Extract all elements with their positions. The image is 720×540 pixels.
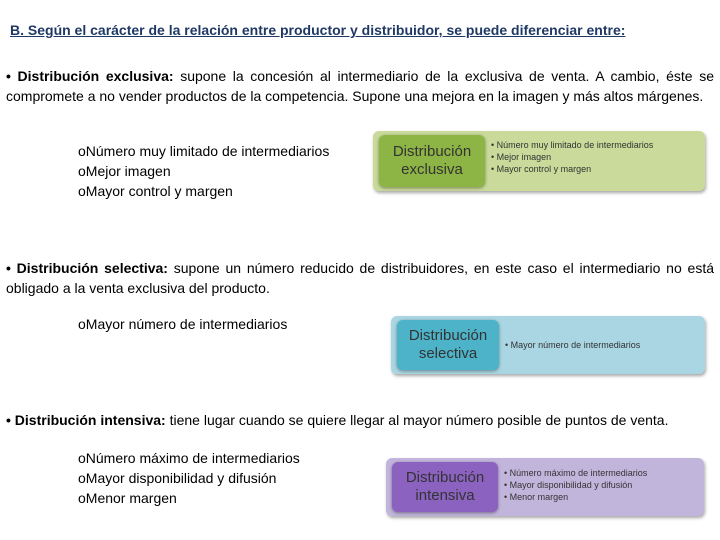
list-item: • Número máximo de intermediarios (504, 467, 647, 479)
term-selectiva: • Distribución selectiva: (6, 260, 168, 276)
list-item: oMenor margen (78, 490, 177, 506)
list-item: oMejor imagen (78, 163, 171, 179)
term-exclusiva: • Distribución exclusiva: (6, 68, 174, 84)
diagram-items-selectiva (505, 339, 640, 351)
list-item: • Mayor número de intermediarios (505, 339, 640, 351)
list-item: • Mayor control y margen (491, 163, 653, 175)
list-item: oMayor disponibilidad y difusión (78, 470, 277, 486)
diagram-items-exclusiva (491, 139, 653, 175)
list-item: • Mayor disponibilidad y difusión (504, 479, 647, 491)
diagram-label-exclusiva: Distribución exclusiva (379, 135, 485, 187)
paragraph-selectiva (6, 258, 714, 298)
bullet-list-intensiva (78, 448, 300, 508)
paragraph-exclusiva (6, 66, 714, 106)
list-item: oNúmero muy limitado de intermediarios (78, 143, 330, 159)
list-item: oMayor control y margen (78, 183, 233, 199)
list-item: • Menor margen (504, 491, 647, 503)
diagram-intensiva (386, 458, 704, 516)
list-item: • Mejor imagen (491, 151, 653, 163)
diagram-label-selectiva: Distribución selectiva (397, 320, 499, 370)
bullet-list-exclusiva (78, 141, 329, 201)
list-item: oMayor número de intermediarios (78, 316, 288, 332)
paragraph-intensiva (6, 410, 714, 430)
diagram-label-intensiva: Distribución intensiva (392, 462, 498, 512)
text-exclusiva: supone la concesión al intermediario de la exclusiva de venta. A cambio, éste se compromete a no vender productos de la competencia. Supone una mejora en la imagen y más altos márgenes. (6, 68, 714, 104)
text-intensiva: tiene lugar cuando se quiere llegar al mayor número posible de puntos de venta. (165, 412, 669, 428)
list-item: oNúmero máximo de intermediarios (78, 450, 300, 466)
text-selectiva: supone un número reducido de distribuidores, en este caso el intermediario no está obligado a la venta exclusiva del producto. (6, 260, 714, 296)
page-heading: B. Según el carácter de la relación entre productor y distribuidor, se puede diferenciar entre: (10, 22, 626, 38)
diagram-exclusiva (373, 131, 705, 191)
term-intensiva: • Distribución intensiva: (6, 412, 166, 428)
diagram-selectiva (391, 316, 705, 374)
list-item: • Número muy limitado de intermediarios (491, 139, 653, 151)
diagram-items-intensiva (504, 467, 647, 503)
bullet-list-selectiva (78, 314, 287, 334)
